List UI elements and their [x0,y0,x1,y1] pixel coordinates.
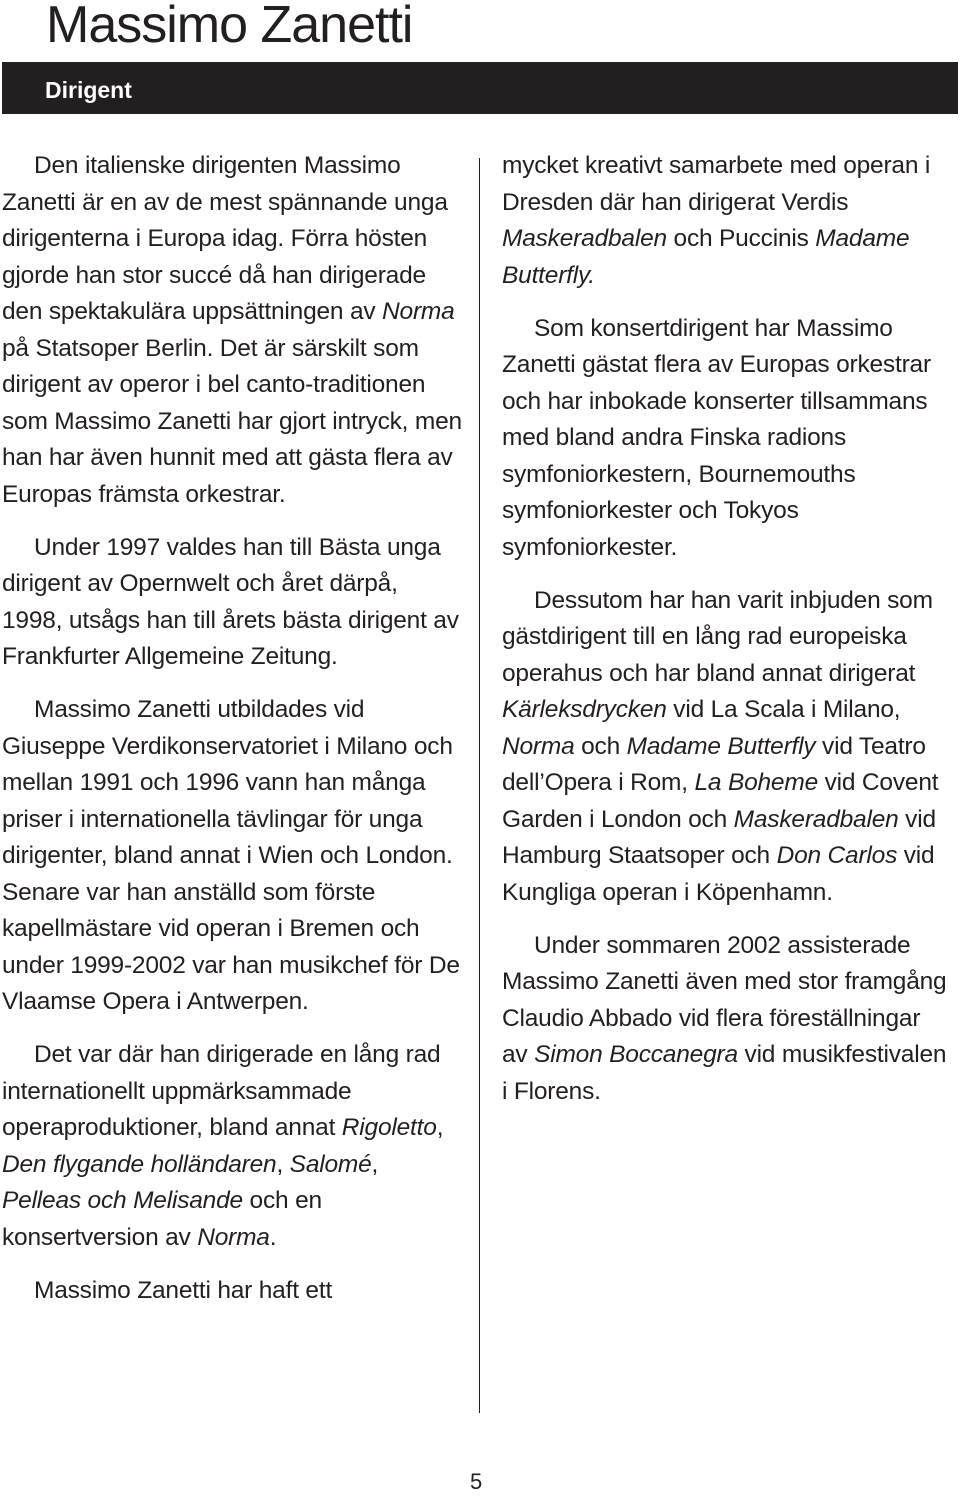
paragraph-continued: Massimo Zanetti har haft ett [34,1276,333,1304]
paragraph-concerts: Som konsertdirigent har Massimo Zanetti gästat flera av Europas orkestrar och har inbokade konserter tillsammans med bland andra Finska radions symfoniorkestern, Bournemouths symfoniorkester och Tokyos symfoniorkester. [502,314,931,561]
paragraph-dresden: mycket kreativt samarbete med operan i Dresden där han dirigerat Verdis Maskeradbalen och Puccinis Madame Butterfly. [502,152,931,289]
paragraph-education: Massimo Zanetti utbildades vid Giuseppe Verdikonservatoriet i Milano och mellan 1991 och 1996 vann han många priser i internationella tävlingar för unga dirigenter, bland annat i Wien och London. Senare var han anställd som förste kapellmästare vid operan i Bremen och under 1999-2002 var han musikchef för De Vlaamse Opera i Antwerpen. [2,696,460,1015]
column-divider [479,158,480,1413]
role-label: Dirigent [45,77,132,103]
role-banner [2,62,958,114]
paragraph-awards: Under 1997 valdes han till Bästa unga dirigent av Opernwelt och året därpå, 1998, utsågs han till årets bästa dirigent av Frankfurter Allgemeine Zeitung. [2,533,459,670]
page-number: 5 [470,1469,483,1494]
left-column [2,148,462,1326]
paragraph-intro: Den italienske dirigenten Massimo Zanetti är en av de mest spännande unga dirigenterna i Europa idag. Förra hösten gjorde han stor succé då han dirigerade den spektakulära uppsättningen av Norma på Statsoper Berlin. Det är särskilt som dirigent av operor i bel canto-traditionen som Massimo Zanetti har gjort intryck, men han har även hunnit med att gästa flera av Europas främsta orkestrar. [2,152,462,508]
paragraph-summer-2002: Under sommaren 2002 assisterade Massimo Zanetti även med stor framgång Claudio Abbado vid flera föreställningar av Simon Boccanegra vid musikfestivalen i Florens. [502,931,947,1105]
page-title: Massimo Zanetti [46,0,413,54]
paragraph-productions: Det var där han dirigerade en lång rad internationellt uppmärksammade operaproduktioner, bland annat Rigoletto, Den flygande holländaren, Salomé, Pelleas och Melisande och en konsertversion av Norma. [2,1041,444,1251]
right-column [502,148,952,1127]
paragraph-guest-conducting: Dessutom har han varit inbjuden som gästdirigent till en lång rad europeiska operahus och har bland annat dirigerat Kärleksdrycken vid La Scala i Milano, Norma och Madame Butterfly vid Teatro dell’Opera i Rom, La Boheme vid Covent Garden i London och Maskeradbalen vid Hamburg Staatsoper och Don Carlos vid Kungliga operan i Köpenhamn. [502,586,939,906]
